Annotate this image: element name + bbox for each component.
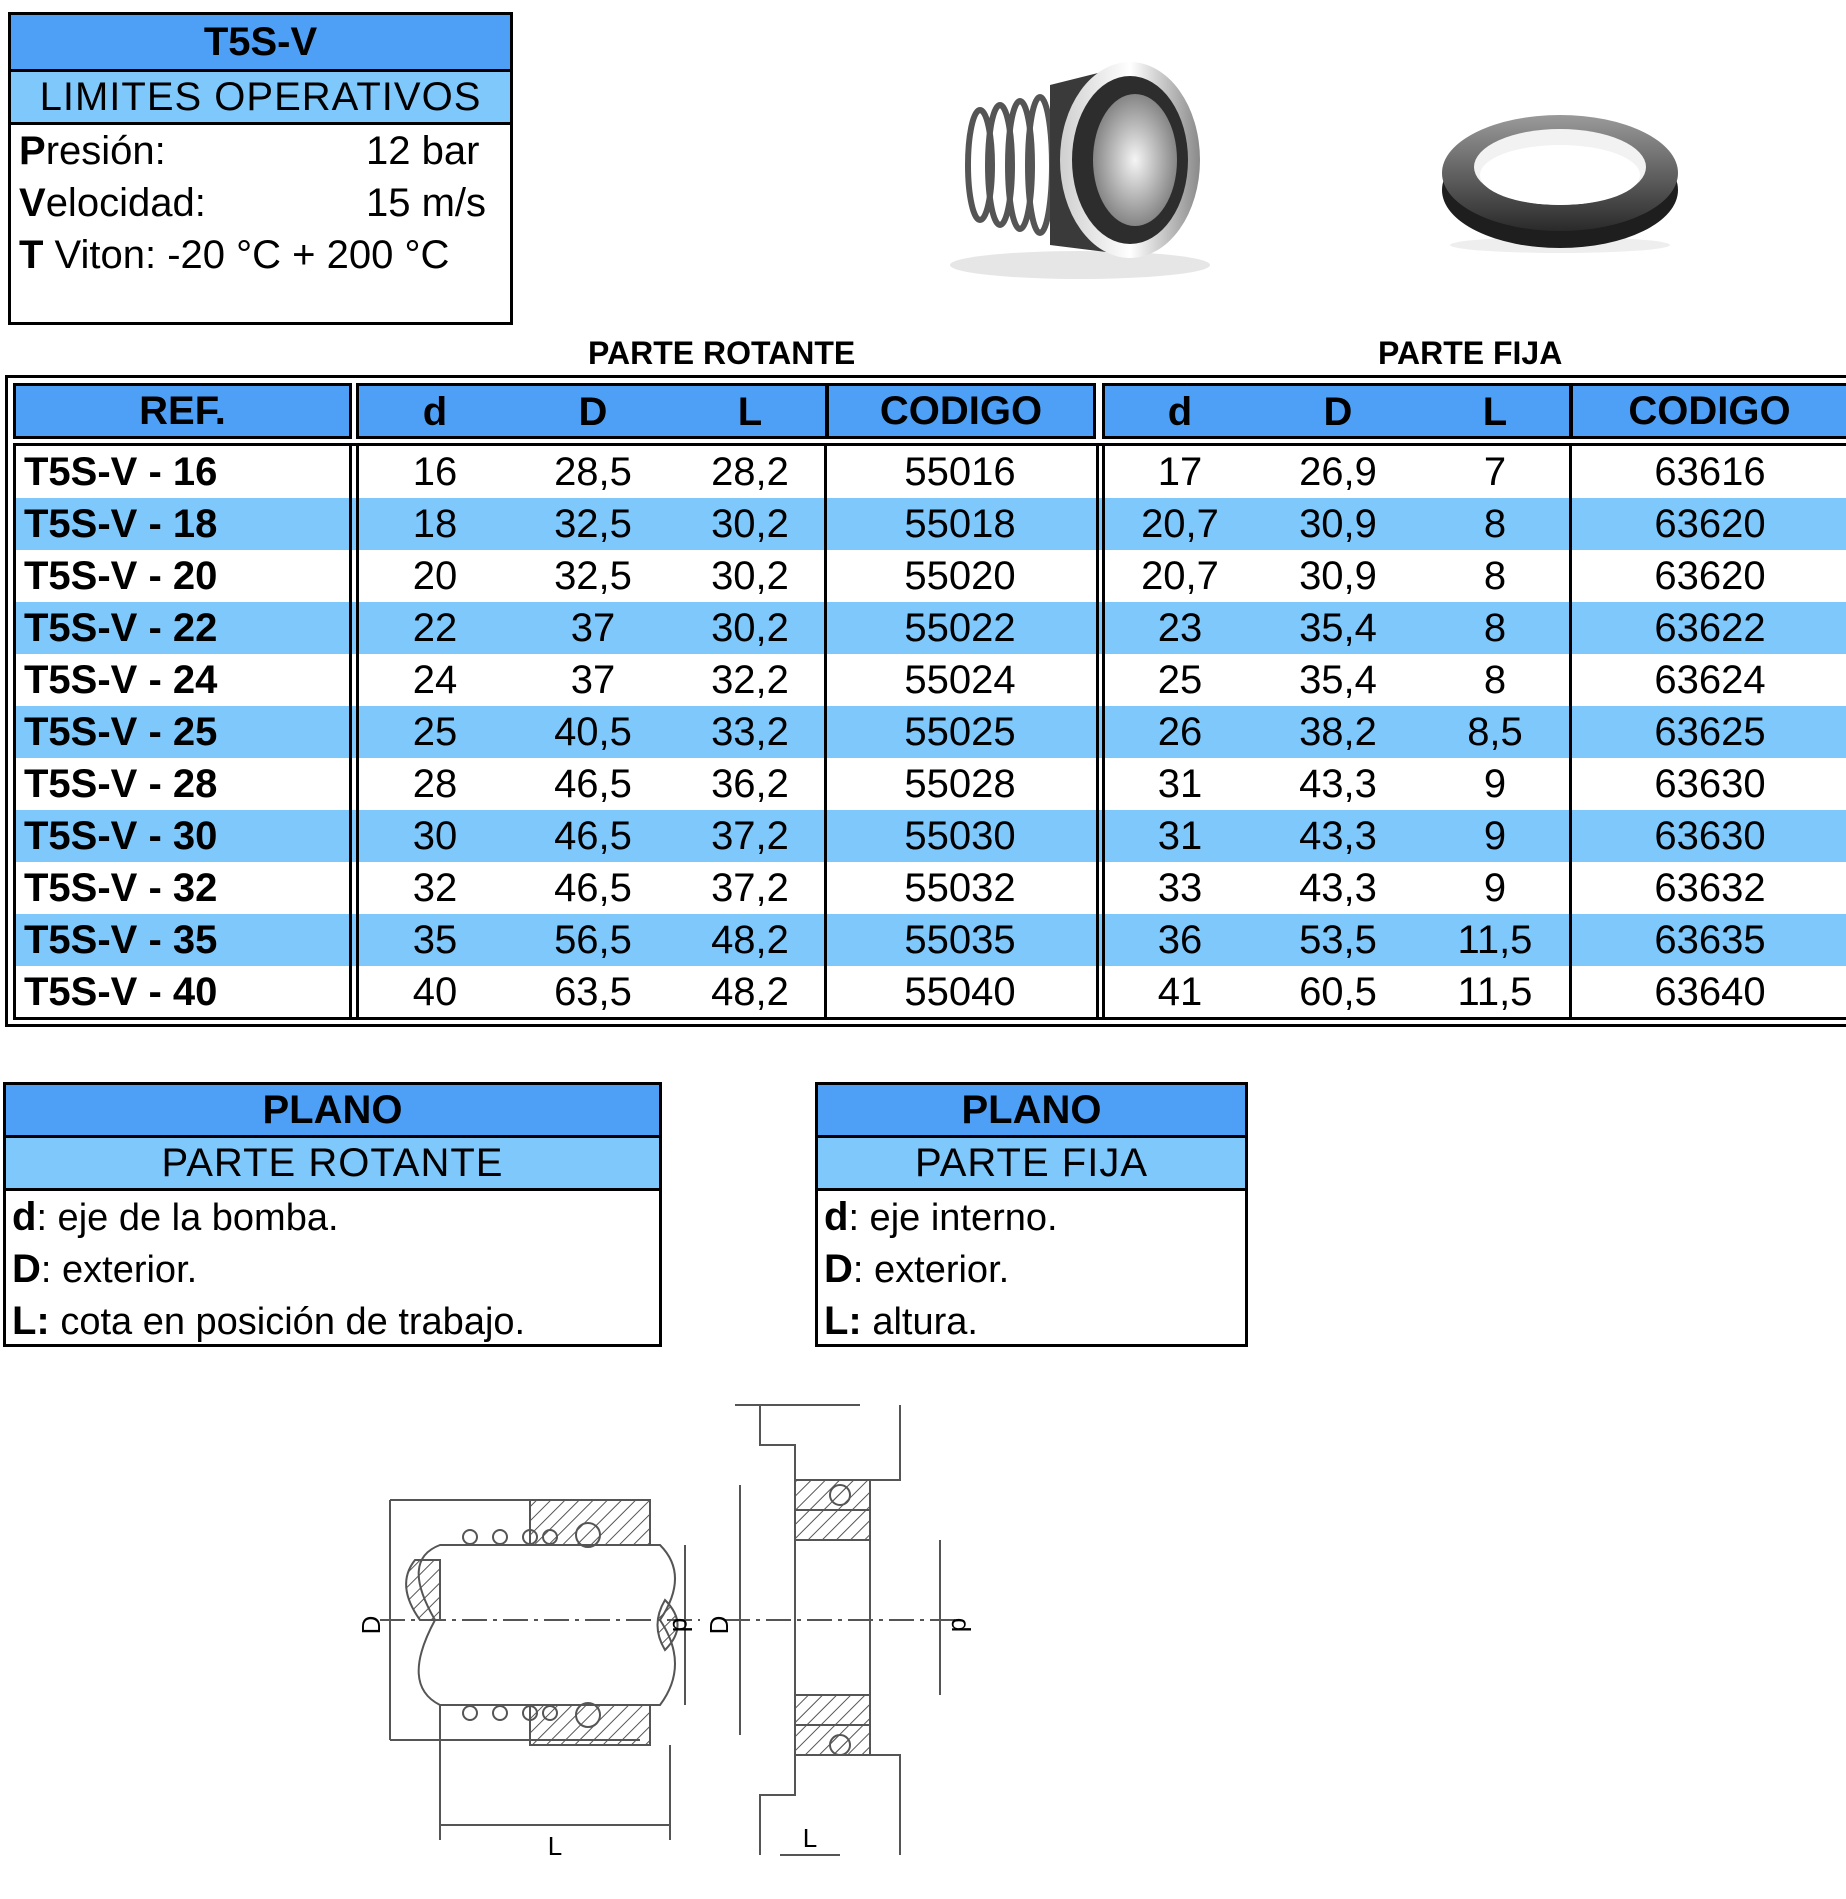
rot-cell: 28,2 bbox=[711, 450, 789, 494]
rot-cell: 55035 bbox=[904, 918, 1016, 962]
rot-cell: 40 bbox=[412, 970, 458, 1014]
plano-fixed-box bbox=[815, 1082, 1248, 1347]
rot-cell: 30,2 bbox=[711, 554, 789, 598]
plano-rotating-subtitle: PARTE ROTANTE bbox=[6, 1138, 659, 1191]
fix-cell: 43,3 bbox=[1299, 866, 1377, 910]
column-header-ref: REF. bbox=[13, 383, 352, 439]
fix-cell: 7 bbox=[1483, 450, 1507, 494]
fix-cell: 63630 bbox=[1654, 814, 1766, 858]
ref-cell: T5S-V - 32 bbox=[24, 866, 218, 910]
limit-initial: P bbox=[19, 129, 46, 173]
fix-cell: 26,9 bbox=[1299, 450, 1377, 494]
dim-label-fix-d: d bbox=[946, 1617, 976, 1633]
limit-initial: T bbox=[19, 233, 44, 277]
table-divider bbox=[1102, 443, 1105, 1020]
plano-text: exterior. bbox=[51, 1249, 198, 1291]
rotating-seal-photo bbox=[930, 45, 1220, 285]
rot-cell: 30,2 bbox=[711, 606, 789, 650]
technical-drawing bbox=[340, 1385, 1140, 1899]
rot-cell: 30,2 bbox=[711, 502, 789, 546]
limit-row-speed bbox=[11, 177, 510, 229]
rot-cell: 46,5 bbox=[554, 762, 632, 806]
dim-label-rot-L: L bbox=[547, 1831, 563, 1861]
plano-key: d bbox=[824, 1195, 849, 1239]
rot-cell: 30 bbox=[412, 814, 458, 858]
rot-cell: 35 bbox=[412, 918, 458, 962]
fix-cell: 60,5 bbox=[1299, 970, 1377, 1014]
fix-cell: 63632 bbox=[1654, 866, 1766, 910]
dim-label-rot-D: D bbox=[356, 1615, 386, 1635]
rot-cell: 55018 bbox=[904, 502, 1016, 546]
fix-cell: 23 bbox=[1157, 606, 1203, 650]
plano-key: D bbox=[12, 1247, 41, 1291]
limit-initial: V bbox=[19, 181, 46, 225]
plano-rotating-box bbox=[3, 1082, 662, 1347]
fix-cell: 25 bbox=[1157, 658, 1203, 702]
fix-cell: 31 bbox=[1157, 762, 1203, 806]
rot-cell: 37,2 bbox=[711, 814, 789, 858]
limit-value: 15 m/s bbox=[366, 181, 487, 225]
plano-rotating-line-d bbox=[6, 1191, 659, 1243]
fix-cell: 63635 bbox=[1654, 918, 1766, 962]
rot-cell: 16 bbox=[412, 450, 458, 494]
plano-fixed-line-D bbox=[818, 1243, 1245, 1295]
section-title-fixed: PARTE FIJA bbox=[1378, 335, 1563, 371]
fix-cell: 43,3 bbox=[1299, 814, 1377, 858]
plano-text: eje interno. bbox=[859, 1197, 1058, 1239]
rot-cell: 28 bbox=[412, 762, 458, 806]
rot-cell: 55040 bbox=[904, 970, 1016, 1014]
ref-cell: T5S-V - 24 bbox=[24, 658, 218, 702]
column-header-rot-L: L bbox=[737, 390, 763, 434]
fix-cell: 63630 bbox=[1654, 762, 1766, 806]
fix-cell: 63625 bbox=[1654, 710, 1766, 754]
dim-label-fix-D: D bbox=[704, 1615, 734, 1635]
fix-cell: 20,7 bbox=[1141, 502, 1219, 546]
rot-cell: 55022 bbox=[904, 606, 1016, 650]
fix-cell: 11,5 bbox=[1457, 918, 1533, 962]
plano-rotating-title: PLANO bbox=[6, 1085, 659, 1138]
plano-key: L: bbox=[824, 1299, 862, 1343]
rot-cell: 37 bbox=[570, 658, 616, 702]
table-divider bbox=[349, 443, 352, 1020]
plano-key: d bbox=[12, 1195, 37, 1239]
ref-cell: T5S-V - 22 bbox=[24, 606, 218, 650]
dim-label-fix-L: L bbox=[802, 1823, 818, 1853]
fix-cell: 8 bbox=[1483, 502, 1507, 546]
limit-label: resión: bbox=[45, 129, 166, 173]
rot-cell: 48,2 bbox=[711, 918, 789, 962]
rot-cell: 55025 bbox=[904, 710, 1016, 754]
limits-title: T5S-V bbox=[11, 15, 510, 72]
rot-cell: 33,2 bbox=[711, 710, 789, 754]
limits-subtitle: LIMITES OPERATIVOS bbox=[11, 72, 510, 125]
rot-cell: 55020 bbox=[904, 554, 1016, 598]
column-header-fix-d: d bbox=[1167, 390, 1193, 434]
fix-cell: 20,7 bbox=[1141, 554, 1219, 598]
table-divider bbox=[1096, 443, 1099, 1020]
fix-cell: 41 bbox=[1157, 970, 1203, 1014]
rot-cell: 32,5 bbox=[554, 554, 632, 598]
fix-cell: 36 bbox=[1157, 918, 1203, 962]
plano-rotating-line-D bbox=[6, 1243, 659, 1295]
fix-cell: 53,5 bbox=[1299, 918, 1377, 962]
plano-text: eje de la bomba. bbox=[47, 1197, 339, 1239]
fixed-seat-photo bbox=[1435, 95, 1685, 255]
limit-row-temperature bbox=[11, 229, 510, 281]
table-divider bbox=[13, 1017, 1846, 1020]
plano-text: cota en posición de trabajo. bbox=[49, 1301, 526, 1343]
fix-cell: 11,5 bbox=[1457, 970, 1533, 1014]
limits-panel bbox=[8, 12, 513, 325]
column-header-fix-codigo: CODIGO bbox=[1570, 383, 1846, 439]
rot-cell: 32,2 bbox=[711, 658, 789, 702]
plano-fixed-title: PLANO bbox=[818, 1085, 1245, 1138]
ref-cell: T5S-V - 18 bbox=[24, 502, 218, 546]
fix-cell: 63616 bbox=[1654, 450, 1766, 494]
fix-cell: 8,5 bbox=[1467, 710, 1523, 754]
fix-cell: 43,3 bbox=[1299, 762, 1377, 806]
fix-cell: 9 bbox=[1483, 762, 1507, 806]
fix-cell: 35,4 bbox=[1299, 658, 1377, 702]
fix-cell: 33 bbox=[1157, 866, 1203, 910]
fix-cell: 8 bbox=[1483, 606, 1507, 650]
ref-cell: T5S-V - 20 bbox=[24, 554, 218, 598]
ref-cell: T5S-V - 35 bbox=[24, 918, 218, 962]
rot-cell: 20 bbox=[412, 554, 458, 598]
rot-cell: 37,2 bbox=[711, 866, 789, 910]
plano-fixed-subtitle: PARTE FIJA bbox=[818, 1138, 1245, 1191]
rot-cell: 56,5 bbox=[554, 918, 632, 962]
rot-cell: 63,5 bbox=[554, 970, 632, 1014]
limit-label: elocidad: bbox=[45, 181, 206, 225]
fix-cell: 63624 bbox=[1654, 658, 1766, 702]
dim-label-rot-d: d bbox=[667, 1617, 697, 1633]
fix-cell: 63622 bbox=[1654, 606, 1766, 650]
fix-cell: 30,9 bbox=[1299, 554, 1377, 598]
rot-cell: 24 bbox=[412, 658, 458, 702]
fix-cell: 31 bbox=[1157, 814, 1203, 858]
ref-cell: T5S-V - 40 bbox=[24, 970, 218, 1014]
fix-cell: 8 bbox=[1483, 554, 1507, 598]
limit-row-pressure bbox=[11, 125, 510, 177]
table-divider bbox=[824, 443, 827, 1020]
plano-sep: : bbox=[36, 1197, 47, 1239]
rot-cell: 40,5 bbox=[554, 710, 632, 754]
table-divider bbox=[13, 443, 1846, 446]
rot-cell: 55024 bbox=[904, 658, 1016, 702]
rot-cell: 32,5 bbox=[554, 502, 632, 546]
rot-cell: 55032 bbox=[904, 866, 1016, 910]
plano-rotating-line-L bbox=[6, 1295, 659, 1347]
rot-cell: 55028 bbox=[904, 762, 1016, 806]
section-title-rotating: PARTE ROTANTE bbox=[588, 335, 856, 371]
plano-fixed-line-d bbox=[818, 1191, 1245, 1243]
rot-cell: 55030 bbox=[904, 814, 1016, 858]
rot-cell: 37 bbox=[570, 606, 616, 650]
rot-cell: 28,5 bbox=[554, 450, 632, 494]
fix-cell: 9 bbox=[1483, 814, 1507, 858]
fix-cell: 9 bbox=[1483, 866, 1507, 910]
fix-cell: 63640 bbox=[1654, 970, 1766, 1014]
rot-cell: 25 bbox=[412, 710, 458, 754]
rot-cell: 18 bbox=[412, 502, 458, 546]
column-header-rot-D: D bbox=[578, 390, 608, 434]
rot-cell: 48,2 bbox=[711, 970, 789, 1014]
rot-cell: 46,5 bbox=[554, 866, 632, 910]
fix-cell: 17 bbox=[1157, 450, 1203, 494]
table-divider bbox=[13, 443, 16, 1020]
column-header-rot-codigo: CODIGO bbox=[826, 383, 1096, 439]
fix-cell: 26 bbox=[1157, 710, 1203, 754]
table-divider bbox=[356, 443, 359, 1020]
fix-cell: 8 bbox=[1483, 658, 1507, 702]
fix-cell: 35,4 bbox=[1299, 606, 1377, 650]
plano-text: altura. bbox=[861, 1301, 978, 1343]
plano-sep: : bbox=[848, 1197, 859, 1239]
plano-sep: : bbox=[852, 1249, 864, 1291]
plano-key: L: bbox=[12, 1299, 50, 1343]
ref-cell: T5S-V - 16 bbox=[24, 450, 218, 494]
fix-cell: 38,2 bbox=[1299, 710, 1377, 754]
limit-value: 12 bar bbox=[366, 129, 480, 173]
rot-cell: 36,2 bbox=[711, 762, 789, 806]
plano-text: exterior. bbox=[863, 1249, 1010, 1291]
column-header-fix-D: D bbox=[1323, 390, 1353, 434]
plano-fixed-line-L bbox=[818, 1295, 1245, 1347]
rot-cell: 55016 bbox=[904, 450, 1016, 494]
column-header-rot-d: d bbox=[422, 390, 448, 434]
table-divider bbox=[1569, 443, 1572, 1020]
ref-cell: T5S-V - 30 bbox=[24, 814, 218, 858]
ref-cell: T5S-V - 25 bbox=[24, 710, 218, 754]
rot-cell: 22 bbox=[412, 606, 458, 650]
rot-cell: 32 bbox=[412, 866, 458, 910]
plano-sep: : bbox=[40, 1249, 52, 1291]
rot-cell: 46,5 bbox=[554, 814, 632, 858]
column-header-fix-L: L bbox=[1482, 390, 1508, 434]
fix-cell: 30,9 bbox=[1299, 502, 1377, 546]
ref-cell: T5S-V - 28 bbox=[24, 762, 218, 806]
fix-cell: 63620 bbox=[1654, 502, 1766, 546]
plano-key: D bbox=[824, 1247, 853, 1291]
fix-cell: 63620 bbox=[1654, 554, 1766, 598]
limit-label: Viton: -20 °C + 200 °C bbox=[43, 233, 450, 277]
